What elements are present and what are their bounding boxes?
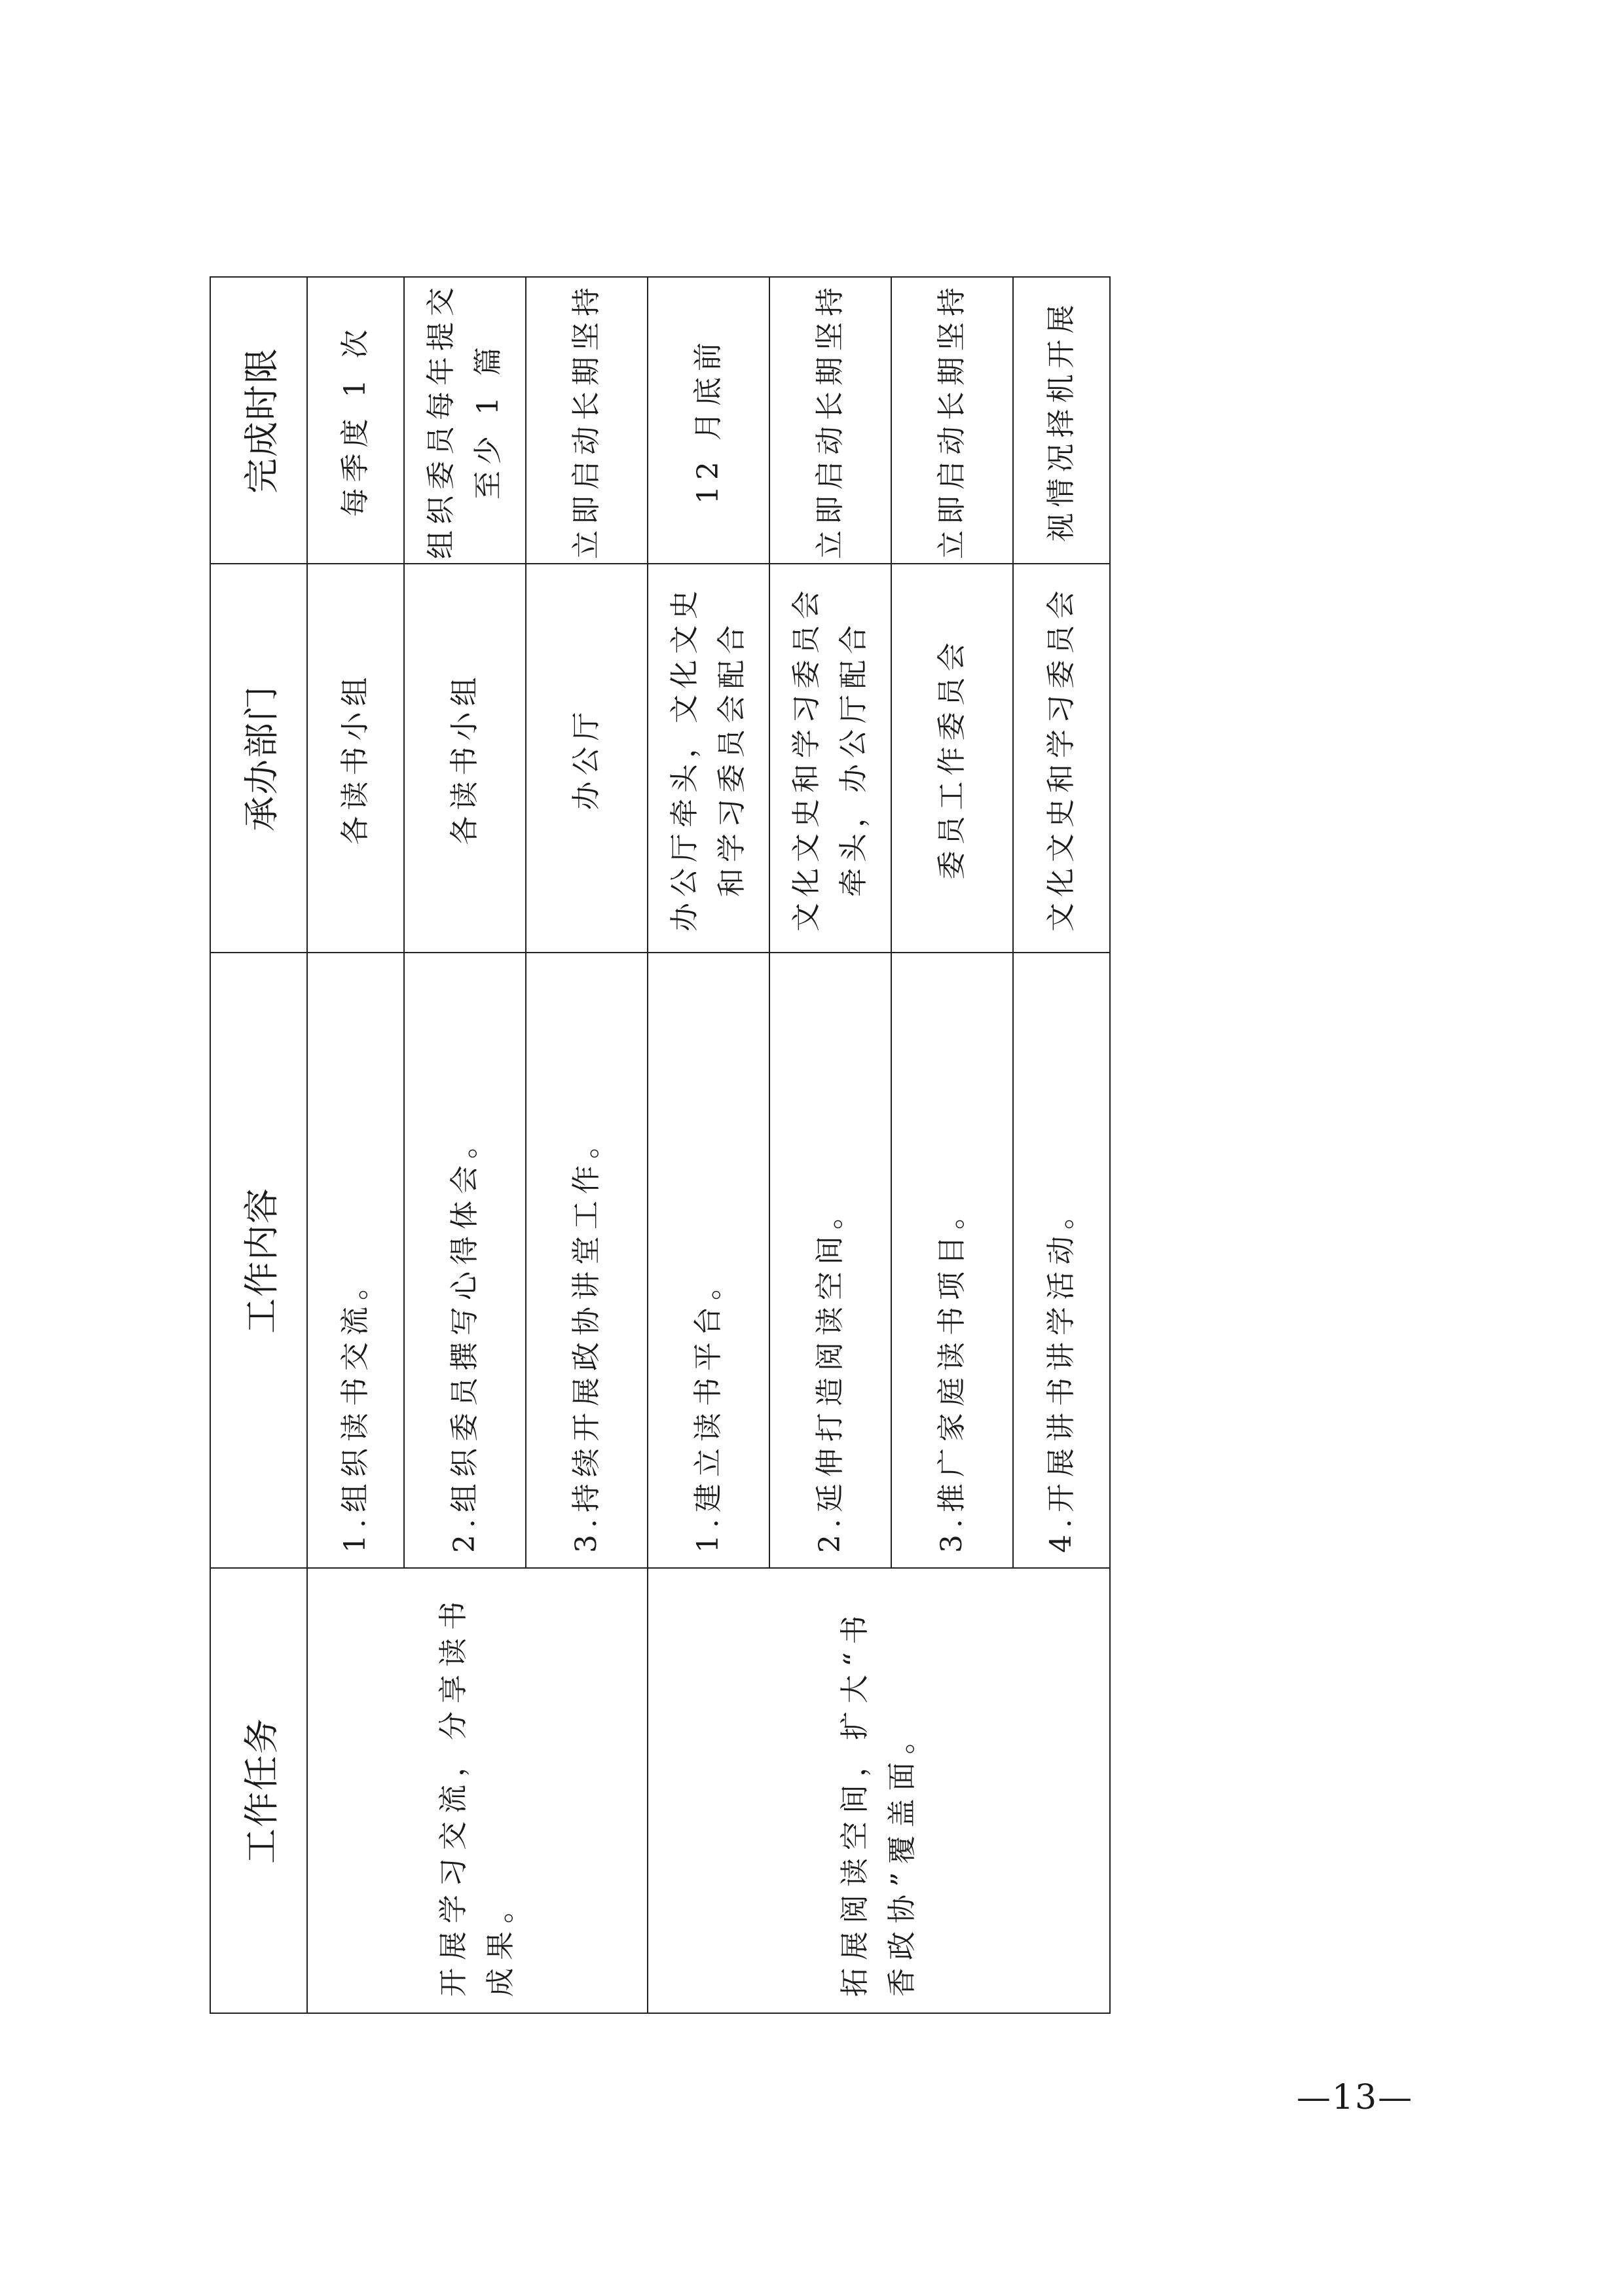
header-department: 承办部门: [210, 564, 307, 953]
task-cell: 拓展阅读空间，扩大“书香政协”覆盖面。: [648, 1568, 1110, 2013]
header-deadline: 完成时限: [210, 277, 307, 564]
page-number: —13—: [1297, 2078, 1414, 2117]
deadline-cell: 立即启动长期坚持: [891, 277, 1013, 564]
content-cell: 1.建立读书平台。: [648, 953, 769, 1568]
task-cell: 开展学习交流，分享读书成果。: [307, 1568, 648, 2013]
content-cell: 1.组织读书交流。: [307, 953, 404, 1568]
header-task: 工作任务: [210, 1568, 307, 2013]
deadline-cell: 立即启动长期坚持: [526, 277, 648, 564]
content-cell: 3.推广家庭读书项目。: [891, 953, 1013, 1568]
deadline-cell: 组织委员每年提交至少 1 篇: [404, 277, 526, 564]
department-cell: 文化文史和学习委员会牵头，办公厅配合: [769, 564, 891, 953]
deadline-cell: 立即启动长期坚持: [769, 277, 891, 564]
table-row: [307, 277, 404, 2013]
rotated-table-wrapper: [210, 278, 1111, 2014]
department-cell: 各读书小组: [404, 564, 526, 953]
content-cell: 2.延伸打造阅读空间。: [769, 953, 891, 1568]
table-header-row: [210, 277, 307, 2013]
department-cell: 委员工作委员会: [891, 564, 1013, 953]
content-cell: 4.开展讲书讲学活动。: [1013, 953, 1110, 1568]
department-cell: 各读书小组: [307, 564, 404, 953]
department-cell: 文化文史和学习委员会: [1013, 564, 1110, 953]
header-content: 工作内容: [210, 953, 307, 1568]
content-cell: 2.组织委员撰写心得体会。: [404, 953, 526, 1568]
deadline-cell: 视情况择机开展: [1013, 277, 1110, 564]
deadline-cell: 12 月底前: [648, 277, 769, 564]
department-cell: 办公厅牵头，文化文史和学习委员会配合: [648, 564, 769, 953]
content-cell: 3.持续开展政协讲堂工作。: [526, 953, 648, 1568]
table-row: [648, 277, 769, 2013]
deadline-cell: 每季度 1 次: [307, 277, 404, 564]
department-cell: 办公厅: [526, 564, 648, 953]
work-plan-table: [210, 276, 1111, 2014]
